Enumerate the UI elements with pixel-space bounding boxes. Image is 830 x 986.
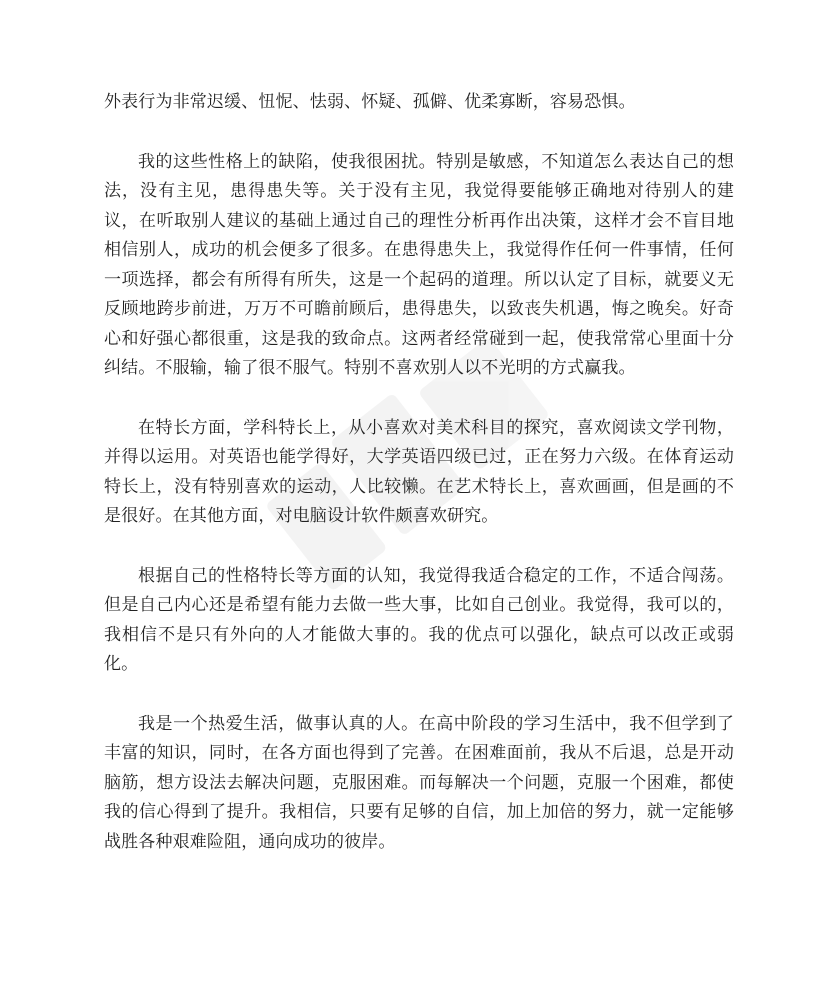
paragraph-5: 我是一个热爱生活，做事认真的人。在高中阶段的学习生活中，我不但学到了丰富的知识，同时，在各方面也得到了完善。在困难面前，我从不后退，总是开动脑筋，想方设法去解决问题，克服困难。而每解决一个问题，克服一个困难，都使我的信心得到了提升。我相信，只要有足够的自信，加上加倍的努力，就一定能够战胜各种艰难险阻，通向成功的彼岸。 [104,713,734,852]
paragraph-2: 我的这些性格上的缺陷，使我很困扰。特别是敏感，不知道怎么表达自己的想法，没有主见，患得患失等。关于没有主见，我觉得要能够正确地对待别人的建议，在听取别人建议的基础上通过自己的理性分析再作出决策，这样才会不盲目地相信别人，成功的机会便多了很多。在患得患失上，我觉得作任何一件事情，任何一项选择，都会有所得有所失，这是一个起码的道理。所以认定了目标，就要义无反顾地跨步前进，万万不可瞻前顾后，患得患失，以致丧失机遇，悔之晚矣。好奇心和好强心都很重，这是我的致命点。这两者经常碰到一起，使我常常心里面十分纠结。不服输，输了很不服气。特别不喜欢别人以不光明的方式赢我。 [104,151,734,378]
paragraph-3: 在特长方面，学科特长上，从小喜欢对美术科目的探究，喜欢阅读文学刊物，并得以运用。对英语也能学得好，大学英语四级已过，正在努力六级。在体育运动特长上，没有特别喜欢的运动，人比较懒。在艺术特长上，喜欢画画，但是画的不是很好。在其他方面，对电脑设计软件颇喜欢研究。 [104,417,734,526]
paragraph-1: 外表行为非常迟缓、忸怩、怯弱、怀疑、孤僻、优柔寡断，容易恐惧。 [104,92,636,112]
document-body [104,88,734,887]
paragraph-4: 根据自己的性格特长等方面的认知，我觉得我适合稳定的工作，不适合闯荡。但是自己内心还是希望有能力去做一些大事，比如自己创业。我觉得，我可以的，我相信不是只有外向的人才能做大事的。我的优点可以强化，缺点可以改正或弱化。 [104,565,734,674]
